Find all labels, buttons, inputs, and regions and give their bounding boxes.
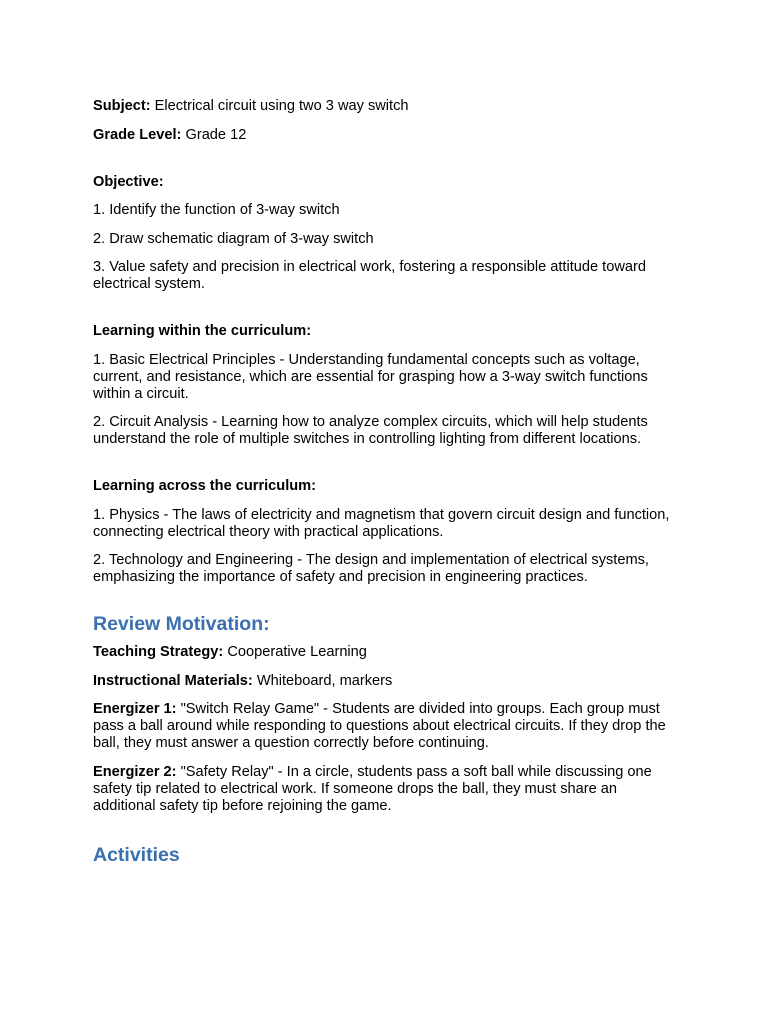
- learning-within-heading: Learning within the curriculum:: [93, 323, 312, 339]
- teaching-strategy-line: [93, 644, 678, 661]
- grade-level-label: Grade Level:: [93, 126, 182, 143]
- instructional-materials-label: Instructional Materials:: [93, 672, 253, 689]
- energizer-1-label: Energizer 1:: [93, 701, 177, 717]
- teaching-strategy-value: Cooperative Learning: [227, 644, 367, 660]
- learning-across-item: 1. Physics - The laws of electricity and magnetism that govern circuit design and function, connecting electrical theory with practical applications.: [93, 506, 670, 540]
- learning-within-item: 2. Circuit Analysis - Learning how to analyze complex circuits, which will help students understand the role of multiple switches in controlling lighting from different locations.: [93, 414, 648, 447]
- learning-across-item: 2. Technology and Engineering - The design and implementation of electrical systems, emphasizing the importance of safety and precision in engineering practices.: [93, 552, 649, 585]
- learning-within-item: 1. Basic Electrical Principles - Understanding fundamental concepts such as voltage, current, and resistance, which are essential for grasping how a 3-way switch functions within a circuit.: [93, 351, 648, 402]
- grade-level-line: [93, 127, 678, 144]
- review-motivation-heading: Review Motivation:: [93, 613, 270, 635]
- objective-item: 3. Value safety and precision in electrical work, fostering a responsible attitude toward electrical system.: [93, 259, 646, 292]
- energizer-2-text: "Safety Relay" - In a circle, students pass a soft ball while discussing one safety tip related to electrical work. If someone drops the ball, they must share an additional safety tip before rejoining the game.: [93, 763, 652, 814]
- teaching-strategy-label: Teaching Strategy:: [93, 644, 224, 660]
- objective-item: 1. Identify the function of 3-way switch: [93, 202, 340, 218]
- activities-heading: Activities: [93, 843, 180, 866]
- learning-across-heading: Learning across the curriculum:: [93, 478, 317, 494]
- grade-level-value: Grade 12: [185, 126, 247, 143]
- lesson-plan-document: [93, 98, 678, 867]
- subject-line: [93, 98, 678, 115]
- subject-label: Subject:: [93, 98, 151, 114]
- energizer-1-text: "Switch Relay Game" - Students are divided into groups. Each group must pass a ball around while responding to questions about electrical circuits. If they drop the ball, they must answer a question correctly before continuing.: [93, 701, 666, 751]
- instructional-materials-value: Whiteboard, markers: [256, 672, 393, 689]
- subject-value: Electrical circuit using two 3 way switch: [154, 98, 409, 114]
- instructional-materials-line: [93, 673, 678, 690]
- objective-heading: Objective:: [93, 173, 164, 190]
- energizer-1-paragraph: [93, 701, 678, 752]
- objective-item: 2. Draw schematic diagram of 3-way switch: [93, 230, 374, 247]
- energizer-2-paragraph: [93, 764, 678, 815]
- energizer-2-label: Energizer 2:: [93, 763, 177, 780]
